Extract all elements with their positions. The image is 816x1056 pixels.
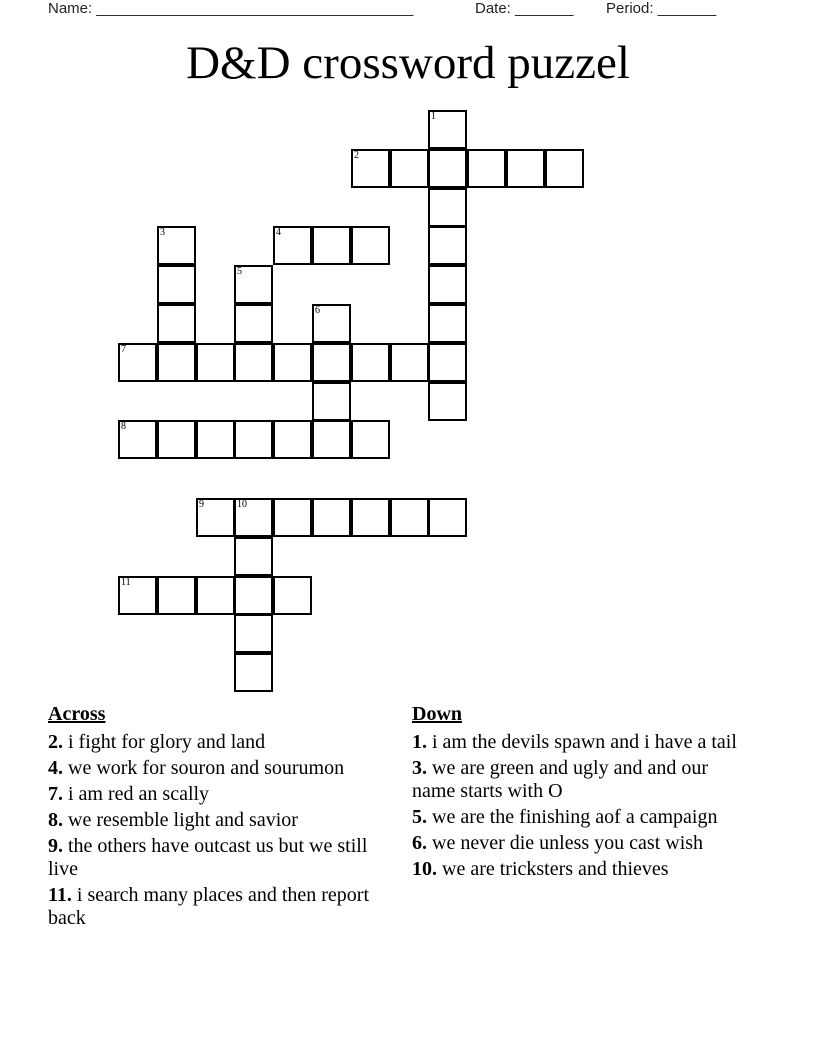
clue-number: 10: [237, 499, 247, 510]
grid-cell[interactable]: [157, 226, 196, 265]
clue-number: 8.: [48, 809, 63, 831]
clue-number: 8: [121, 421, 126, 432]
grid-cell[interactable]: [428, 110, 467, 149]
clue-text: we work for souron and sourumon: [68, 757, 345, 779]
clue-number: 9: [199, 499, 204, 510]
grid-cell[interactable]: [234, 614, 273, 653]
clue-text: i search many places and then report back: [48, 884, 370, 929]
down-clue: [412, 757, 742, 803]
grid-cell[interactable]: [312, 343, 351, 382]
name-field-label: Name: ______________________________________: [48, 0, 414, 17]
date-field-label: Date: _______: [475, 0, 574, 17]
across-heading: Across: [48, 703, 106, 725]
grid-cell[interactable]: [428, 498, 467, 537]
across-clues: [48, 703, 378, 933]
grid-cell[interactable]: [428, 304, 467, 343]
grid-cell[interactable]: [351, 420, 390, 459]
clue-text: we are the finishing aof a campaign: [432, 806, 718, 828]
clue-number: 5: [237, 266, 242, 277]
grid-cell[interactable]: [273, 498, 312, 537]
grid-cell[interactable]: [312, 226, 351, 265]
grid-cell[interactable]: [234, 343, 273, 382]
grid-cell[interactable]: [234, 304, 273, 343]
grid-cell[interactable]: [157, 343, 196, 382]
grid-cell[interactable]: [234, 576, 273, 615]
down-heading: Down: [412, 703, 463, 725]
clue-number: 11: [121, 577, 131, 588]
grid-cell[interactable]: [234, 537, 273, 576]
grid-cell[interactable]: [118, 576, 157, 615]
across-clue: [48, 884, 378, 930]
clue-text: i fight for glory and land: [68, 731, 266, 753]
grid-cell[interactable]: [273, 420, 312, 459]
grid-cell[interactable]: [390, 149, 429, 188]
grid-cell[interactable]: [428, 265, 467, 304]
clue-number: 2.: [48, 731, 63, 753]
clue-text: we never die unless you cast wish: [432, 832, 704, 854]
down-clues: [412, 703, 742, 884]
grid-cell[interactable]: [196, 498, 235, 537]
grid-cell[interactable]: [351, 498, 390, 537]
grid-cell[interactable]: [545, 149, 584, 188]
clue-text: the others have outcast us but we still live: [48, 835, 368, 880]
clue-number: 5.: [412, 806, 427, 828]
clue-number: 4.: [48, 757, 63, 779]
down-clue: [412, 858, 742, 881]
grid-cell[interactable]: [312, 498, 351, 537]
clue-number: 1.: [412, 731, 427, 753]
down-clue: [412, 832, 742, 855]
down-clue: [412, 806, 742, 829]
grid-cell[interactable]: [428, 226, 467, 265]
grid-cell[interactable]: [157, 265, 196, 304]
grid-cell[interactable]: [196, 576, 235, 615]
grid-cell[interactable]: [351, 149, 390, 188]
clue-text: i am the devils spawn and i have a tail: [432, 731, 737, 753]
grid-cell[interactable]: [351, 343, 390, 382]
across-clue: [48, 731, 378, 754]
across-clue: [48, 783, 378, 806]
grid-cell[interactable]: [312, 304, 351, 343]
grid-cell[interactable]: [273, 343, 312, 382]
across-clue: [48, 757, 378, 780]
period-field-label: Period: _______: [606, 0, 717, 17]
clue-number: 9.: [48, 835, 63, 857]
grid-cell[interactable]: [506, 149, 545, 188]
across-clue-list: [48, 731, 378, 930]
grid-cell[interactable]: [157, 420, 196, 459]
down-clue: [412, 731, 742, 754]
grid-cell[interactable]: [467, 149, 506, 188]
grid-cell[interactable]: [273, 226, 312, 265]
grid-cell[interactable]: [234, 265, 273, 304]
clue-text: i am red an scally: [68, 783, 210, 805]
grid-cell[interactable]: [390, 343, 429, 382]
clue-number: 3.: [412, 757, 427, 779]
grid-cell[interactable]: [118, 343, 157, 382]
clue-number: 10.: [412, 858, 437, 880]
grid-cell[interactable]: [157, 304, 196, 343]
grid-cell[interactable]: [428, 382, 467, 421]
grid-cell[interactable]: [312, 420, 351, 459]
grid-cell[interactable]: [157, 576, 196, 615]
grid-cell[interactable]: [390, 498, 429, 537]
grid-cell[interactable]: [351, 226, 390, 265]
clue-number: 11.: [48, 884, 72, 906]
clue-number: 7: [121, 344, 126, 355]
grid-cell[interactable]: [118, 420, 157, 459]
grid-cell[interactable]: [234, 498, 273, 537]
clue-text: we resemble light and savior: [68, 809, 298, 831]
grid-cell[interactable]: [312, 382, 351, 421]
clue-number: 2: [354, 150, 359, 161]
clue-text: we are tricksters and thieves: [442, 858, 669, 880]
clue-text: we are green and ugly and and our name starts with O: [412, 757, 708, 802]
grid-cell[interactable]: [234, 653, 273, 692]
down-clue-list: [412, 731, 742, 881]
grid-cell[interactable]: [196, 420, 235, 459]
grid-cell[interactable]: [234, 420, 273, 459]
across-clue: [48, 809, 378, 832]
clue-number: 1: [431, 111, 436, 122]
clue-number: 4: [276, 227, 281, 238]
clue-number: 7.: [48, 783, 63, 805]
grid-cell[interactable]: [428, 188, 467, 227]
grid-cell[interactable]: [428, 343, 467, 382]
clue-number: 6: [315, 305, 320, 316]
grid-cell[interactable]: [428, 149, 467, 188]
grid-cell[interactable]: [196, 343, 235, 382]
clue-number: 3: [160, 227, 165, 238]
grid-cell[interactable]: [273, 576, 312, 615]
clue-number: 6.: [412, 832, 427, 854]
page-title: D&D crossword puzzel: [186, 37, 630, 89]
across-clue: [48, 835, 378, 881]
